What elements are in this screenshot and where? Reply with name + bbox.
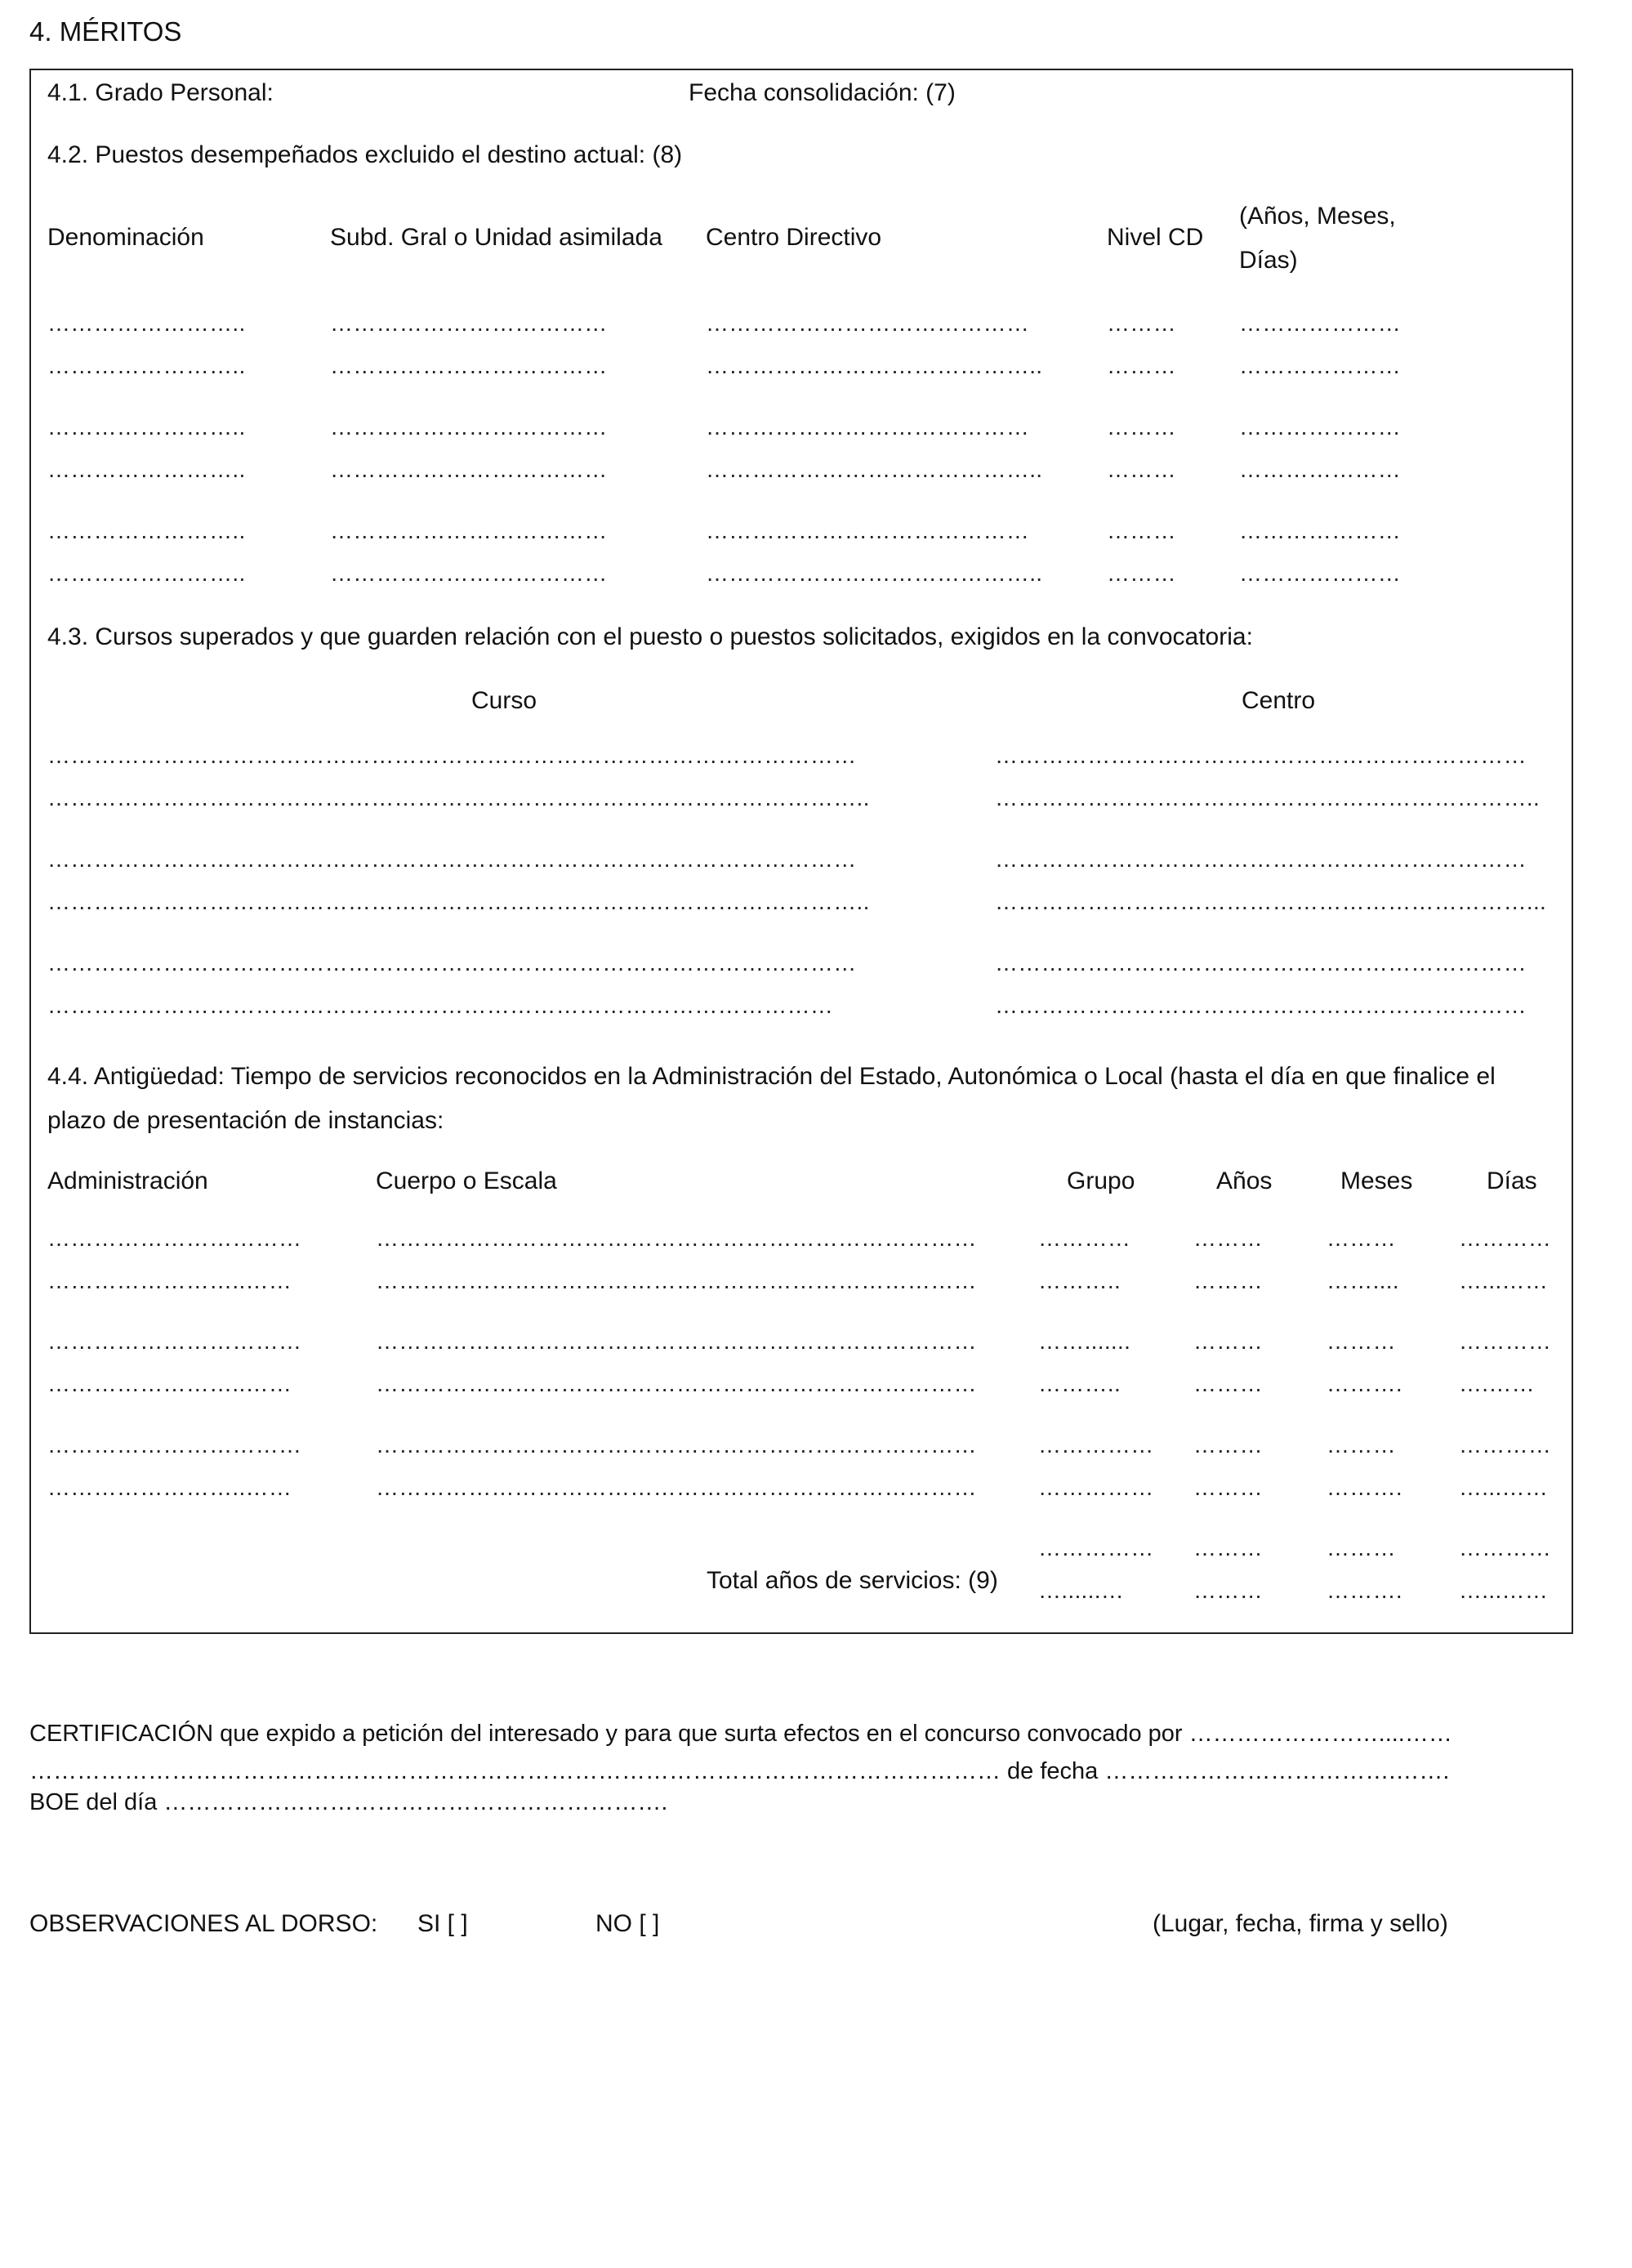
certificacion-line2: …………………………………………………………………………………………………………… de fecha ……………………………….……. bbox=[29, 1758, 1450, 1784]
section-heading: 4. MÉRITOS bbox=[29, 16, 182, 47]
antiguedad-field[interactable]: …...…… bbox=[1459, 1268, 1549, 1293]
total-field[interactable]: …...…… bbox=[1459, 1578, 1549, 1603]
curso-field[interactable]: …………………………………………………………… bbox=[995, 743, 1527, 768]
puesto-field[interactable]: ……… bbox=[1107, 310, 1176, 336]
antiguedad-field[interactable]: ……… bbox=[1327, 1432, 1396, 1458]
antiguedad-field[interactable]: …………………………… bbox=[47, 1432, 302, 1458]
observaciones-si-checkbox[interactable]: SI [ ] bbox=[417, 1910, 468, 1937]
antiguedad-field[interactable]: …...…… bbox=[1459, 1475, 1549, 1500]
puesto-field[interactable]: ……………………………… bbox=[330, 457, 608, 482]
grado-personal-label: 4.1. Grado Personal: bbox=[47, 79, 274, 106]
total-field[interactable]: ……… bbox=[1327, 1535, 1396, 1560]
total-field[interactable]: ……… bbox=[1193, 1578, 1263, 1603]
curso-field[interactable]: …………………………………………………………… bbox=[995, 950, 1527, 976]
curso-field[interactable]: …………………………………………………………………………………………… bbox=[47, 950, 857, 976]
puesto-field[interactable]: ………………… bbox=[1239, 353, 1402, 378]
header-centro: Centro bbox=[1242, 687, 1316, 714]
header-curso: Curso bbox=[471, 687, 537, 714]
header-cuerpo-escala: Cuerpo o Escala bbox=[376, 1167, 557, 1194]
antiguedad-field[interactable]: ……….. bbox=[1038, 1371, 1121, 1396]
antiguedad-field[interactable]: ………… bbox=[1459, 1432, 1552, 1458]
puesto-field[interactable]: …………………………………….. bbox=[706, 353, 1043, 378]
puesto-field[interactable]: …………………….. bbox=[47, 457, 246, 482]
antiguedad-field[interactable]: ………… bbox=[1038, 1226, 1131, 1251]
curso-field[interactable]: …………………………………………………………… bbox=[995, 993, 1527, 1018]
puesto-field[interactable]: …………………………………… bbox=[706, 518, 1030, 543]
cursos-title: 4.3. Cursos superados y que guarden relación con el puesto o puestos solicitados, exigidos en la convocatoria: bbox=[47, 623, 1253, 650]
header-meses: Meses bbox=[1340, 1167, 1413, 1194]
curso-field[interactable]: …………………………………………………………………………………………… bbox=[47, 846, 857, 872]
curso-field[interactable]: ……………………………………………………………... bbox=[995, 889, 1547, 914]
antiguedad-field[interactable]: ……… bbox=[1193, 1328, 1263, 1354]
puesto-field[interactable]: ……… bbox=[1107, 518, 1176, 543]
antiguedad-title-line1: 4.4. Antigüedad: Tiempo de servicios reconocidos en la Administración del Estado, Autonómica o Local (hasta el día en que finalice el bbox=[47, 1063, 1496, 1090]
curso-field[interactable]: …………………………………………………………………………………………….. bbox=[47, 889, 870, 914]
puesto-field[interactable]: ………………… bbox=[1239, 457, 1402, 482]
antiguedad-field[interactable]: ………… bbox=[1459, 1226, 1552, 1251]
antiguedad-field[interactable]: ……….. bbox=[1038, 1268, 1121, 1293]
total-field[interactable]: …………… bbox=[1038, 1535, 1154, 1560]
curso-field[interactable]: …………………………………………………………….. bbox=[995, 785, 1541, 810]
observaciones-label: OBSERVACIONES AL DORSO: bbox=[29, 1910, 378, 1937]
total-field[interactable]: ………… bbox=[1459, 1535, 1552, 1560]
puesto-field[interactable]: …………………………………… bbox=[706, 414, 1030, 440]
antiguedad-field[interactable]: …………………………… bbox=[47, 1226, 302, 1251]
header-grupo: Grupo bbox=[1067, 1167, 1135, 1194]
antiguedad-field[interactable]: ……… bbox=[1327, 1226, 1396, 1251]
puesto-field[interactable]: ……………………………… bbox=[330, 560, 608, 586]
antiguedad-field[interactable]: …………………………………………………………………… bbox=[376, 1268, 977, 1293]
observaciones-no-checkbox[interactable]: NO [ ] bbox=[595, 1910, 660, 1937]
puestos-title: 4.2. Puestos desempeñados excluido el destino actual: (8) bbox=[47, 141, 683, 168]
certificacion-line3: BOE del día ………………………………………………………. bbox=[29, 1789, 668, 1815]
antiguedad-field[interactable]: ……… bbox=[1193, 1475, 1263, 1500]
puesto-field[interactable]: ……………………………… bbox=[330, 353, 608, 378]
antiguedad-field[interactable]: …………………………… bbox=[47, 1328, 302, 1354]
total-field[interactable]: …......… bbox=[1038, 1578, 1125, 1603]
puesto-field[interactable]: ………………… bbox=[1239, 414, 1402, 440]
antiguedad-field[interactable]: ……………………..…… bbox=[47, 1475, 292, 1500]
puesto-field[interactable]: …………………………………….. bbox=[706, 457, 1043, 482]
antiguedad-field[interactable]: …………………………………………………………………… bbox=[376, 1432, 977, 1458]
antiguedad-field[interactable]: …………………………………………………………………… bbox=[376, 1328, 977, 1354]
antiguedad-field[interactable]: ……… bbox=[1193, 1226, 1263, 1251]
antiguedad-field[interactable]: …………… bbox=[1038, 1432, 1154, 1458]
header-centro-directivo: Centro Directivo bbox=[706, 224, 882, 251]
puesto-field[interactable]: …………………….. bbox=[47, 310, 246, 336]
puesto-field[interactable]: …………………….. bbox=[47, 414, 246, 440]
header-denominacion: Denominación bbox=[47, 224, 204, 251]
puesto-field[interactable]: …………………….. bbox=[47, 560, 246, 586]
puesto-field[interactable]: ……………………………… bbox=[330, 414, 608, 440]
puesto-field[interactable]: ………………… bbox=[1239, 518, 1402, 543]
total-field[interactable]: ………. bbox=[1327, 1578, 1402, 1603]
header-subd-gral: Subd. Gral o Unidad asimilada bbox=[330, 224, 662, 251]
header-tiempo-line2: Días) bbox=[1239, 247, 1298, 274]
puesto-field[interactable]: …………………….. bbox=[47, 353, 246, 378]
puesto-field[interactable]: …………………….. bbox=[47, 518, 246, 543]
puesto-field[interactable]: …………………………………….. bbox=[706, 560, 1043, 586]
puesto-field[interactable]: ………………… bbox=[1239, 310, 1402, 336]
firma-note: (Lugar, fecha, firma y sello) bbox=[1153, 1910, 1448, 1937]
puesto-field[interactable]: ……………………………… bbox=[330, 518, 608, 543]
antiguedad-field[interactable]: ……… bbox=[1193, 1432, 1263, 1458]
puesto-field[interactable]: ……… bbox=[1107, 353, 1176, 378]
curso-field[interactable]: …………………………………………………………………………………………….. bbox=[47, 785, 870, 810]
antiguedad-field[interactable]: ………. bbox=[1327, 1475, 1402, 1500]
antiguedad-field[interactable]: ……… bbox=[1327, 1328, 1396, 1354]
puesto-field[interactable]: ……………………………… bbox=[330, 310, 608, 336]
antiguedad-field[interactable]: …………………………………………………………………… bbox=[376, 1475, 977, 1500]
antiguedad-field[interactable]: …………………………………………………………………… bbox=[376, 1371, 977, 1396]
antiguedad-field[interactable]: ……………………..…… bbox=[47, 1371, 292, 1396]
puesto-field[interactable]: …………………………………… bbox=[706, 310, 1030, 336]
antiguedad-field[interactable]: ……… bbox=[1193, 1268, 1263, 1293]
curso-field[interactable]: …………………………………………………………………………………………… bbox=[47, 743, 857, 768]
header-anos: Años bbox=[1216, 1167, 1273, 1194]
antiguedad-title-line2: plazo de presentación de instancias: bbox=[47, 1107, 444, 1134]
puesto-field[interactable]: ……… bbox=[1107, 414, 1176, 440]
antiguedad-field[interactable]: ………. bbox=[1327, 1371, 1402, 1396]
antiguedad-field[interactable]: ….…… bbox=[1459, 1371, 1535, 1396]
header-dias: Días bbox=[1487, 1167, 1537, 1194]
antiguedad-field[interactable]: ………… bbox=[1459, 1328, 1552, 1354]
antiguedad-field[interactable]: ……………………..…… bbox=[47, 1268, 292, 1293]
puesto-field[interactable]: ……… bbox=[1107, 560, 1176, 586]
curso-field[interactable]: …………………………………………………………… bbox=[995, 846, 1527, 872]
antiguedad-field[interactable]: …….... bbox=[1327, 1268, 1399, 1293]
curso-field[interactable]: ………………………………………………………………………………………… bbox=[47, 993, 834, 1018]
header-administracion: Administración bbox=[47, 1167, 208, 1194]
total-field[interactable]: ……… bbox=[1193, 1535, 1263, 1560]
antiguedad-field[interactable]: ……....... bbox=[1038, 1328, 1131, 1354]
certificacion-line1: CERTIFICACIÓN que expido a petición del interesado y para que surta efectos en el concurso convocado por ……………………....…… bbox=[29, 1721, 1452, 1747]
header-nivel-cd: Nivel CD bbox=[1107, 224, 1204, 251]
puesto-field[interactable]: ……… bbox=[1107, 457, 1176, 482]
antiguedad-field[interactable]: …………………………………………………………………… bbox=[376, 1226, 977, 1251]
antiguedad-field[interactable]: ……… bbox=[1193, 1371, 1263, 1396]
header-tiempo-line1: (Años, Meses, bbox=[1239, 203, 1396, 230]
antiguedad-field[interactable]: …………… bbox=[1038, 1475, 1154, 1500]
total-anos-label: Total años de servicios: (9) bbox=[707, 1567, 998, 1594]
puesto-field[interactable]: ………………… bbox=[1239, 560, 1402, 586]
fecha-consolidacion-label: Fecha consolidación: (7) bbox=[689, 79, 956, 106]
